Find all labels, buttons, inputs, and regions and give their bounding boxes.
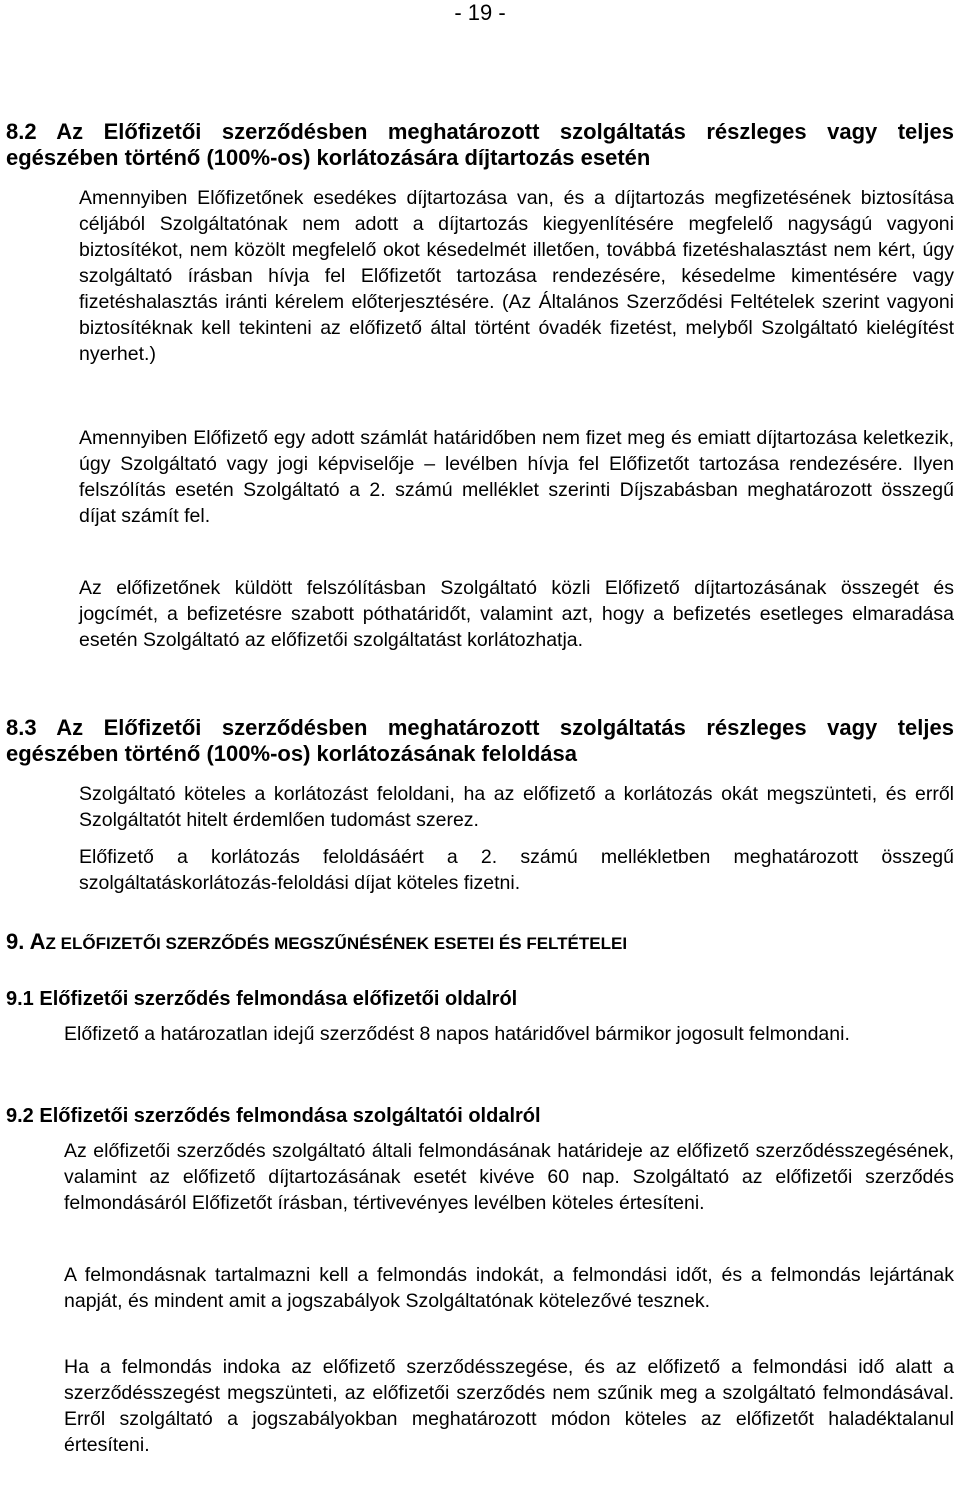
section-9-2-paragraph-1: Az előfizetői szerződés szolgáltató általi felmondásának határideje az előfizető szerződésszegésének, valamint az előfizető díjtartozásának esetét kivéve 60 nap. Szolgáltató az előfizetői szerződés felmondásáról Előfizetőt írásban, tértivevényes levélben köteles értesíteni.	[64, 1140, 954, 1214]
section-9-1-heading: 9.1 Előfizetői szerződés felmondása előfizetői oldalról	[6, 988, 518, 1010]
section-8-2-paragraph-3: Az előfizetőnek küldött felszólításban Szolgáltató közli Előfizető díjtartozásának összegét és jogcímét, a befizetésre szabott póthatáridőt, valamint azt, hogy a befizetés esetleges elmaradása esetén Szolgáltató az előfizetői szolgáltatást korlátozhatja.	[79, 577, 954, 651]
section-8-3-heading: 8.3 Az Előfizetői szerződésben meghatározott szolgáltatás részleges vagy teljes egészében történő (100%-os) korlátozásának feloldása	[6, 715, 954, 766]
section-9-initial: A	[29, 929, 46, 954]
section-9-1-paragraph-1: Előfizető a határozatlan idejű szerződést 8 napos határidővel bármikor jogosult felmondani.	[64, 1023, 850, 1045]
section-8-2-paragraph-2: Amennyiben Előfizető egy adott számlát határidőben nem fizet meg és emiatt díjtartozása keletkezik, úgy Szolgáltató vagy jogi képviselője – levélben hívja fel Előfizetőt tartozása rendezésére. Ilyen felszólítás esetén Szolgáltató a 2. számú melléklet szerinti Díjszabásban meghatározott összegű díjat számít fel.	[79, 427, 954, 527]
section-9-2-paragraph-2: A felmondásnak tartalmazni kell a felmondás indokát, a felmondási időt, és a felmondás lejártának napját, és mindent amit a jogszabályok Szolgáltatónak kötelezővé tesznek.	[64, 1264, 954, 1312]
section-9-heading	[6, 929, 954, 957]
section-8-3-paragraph-2: Előfizető a korlátozás feloldásáért a 2. számú mellékletben meghatározott összegű szolgáltatáskorlátozás-feloldási díjat köteles fizetni.	[79, 846, 954, 894]
section-8-2-paragraph-1: Amennyiben Előfizetőnek esedékes díjtartozása van, és a díjtartozás megfizetésének biztosítása céljából Szolgáltatónak nem adott a díjtartozás kiegyenlítésére megfelelő nagyságú vagyoni biztosítékot, nem közölt megfelelő okot késedelmét illetően, továbbá fizetéshalasztást nem kért, úgy szolgáltató írásban hívja fel Előfizetőt tartozása rendezésére, késedelme kimentésére vagy fizetéshalasztás iránti kérelem előterjesztésére. (Az Általános Szerződési Feltételek szerint vagyoni biztosítéknak kell tekinteni az előfizető által történt óvadék fizetést, melyből Szolgáltató kielégítést nyerhet.)	[79, 187, 954, 365]
section-9-title: Z ELŐFIZETŐI SZERZŐDÉS MEGSZŰNÉSÉNEK ESETEI ÉS FELTÉTELEI	[45, 934, 628, 953]
section-8-2-heading: 8.2 Az Előfizetői szerződésben meghatározott szolgáltatás részleges vagy teljes egészében történő (100%-os) korlátozására díjtartozás esetén	[6, 119, 954, 170]
section-8-3-paragraph-1: Szolgáltató köteles a korlátozást feloldani, ha az előfizető a korlátozás okát megszünteti, és erről Szolgáltatót hitelt érdemlően tudomást szerez.	[79, 783, 954, 831]
section-9-2-heading: 9.2 Előfizetői szerződés felmondása szolgáltatói oldalról	[6, 1105, 541, 1127]
section-9-2-paragraph-3: Ha a felmondás indoka az előfizető szerződésszegése, és az előfizető a felmondási idő alatt a szerződésszegést megszünteti, az előfizetői szerződés nem szűnik meg a szolgáltató felmondásával. Erről szolgáltató a jogszabályokban meghatározott módon köteles az előfizetőt haladéktalanul értesíteni.	[64, 1356, 954, 1456]
section-9-number: 9.	[6, 929, 25, 954]
page-number: - 19 -	[454, 0, 506, 25]
